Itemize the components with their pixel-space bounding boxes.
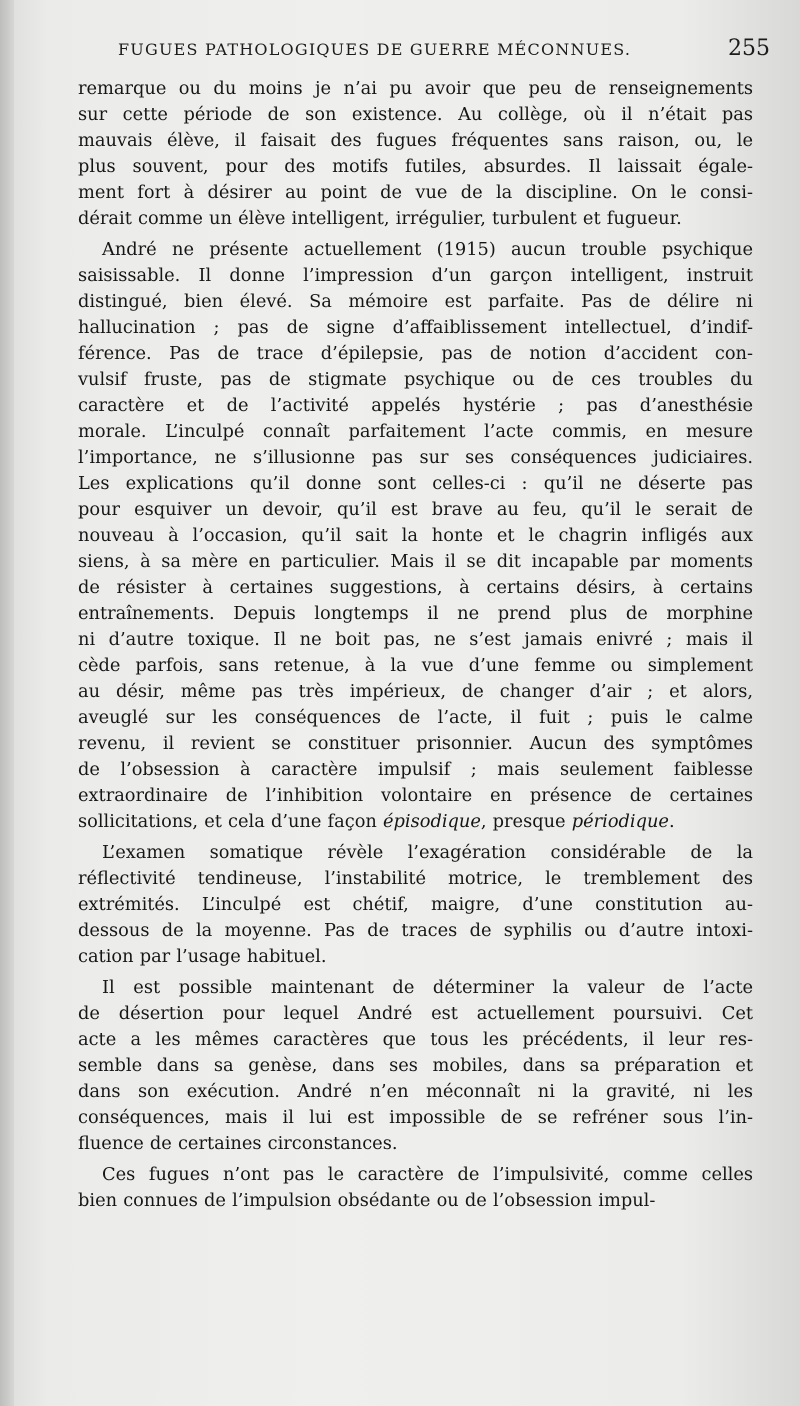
paragraph bbox=[78, 975, 753, 1157]
text-line: André ne présente actuellement (1915) aucun trouble psychique bbox=[102, 239, 753, 260]
body-text bbox=[78, 76, 753, 1219]
text-line: ment fort à désirer au point de vue de la discipline. On le consi- bbox=[78, 182, 753, 203]
text-line: plus souvent, pour des motifs futiles, absurdes. Il laissait égale- bbox=[78, 156, 753, 177]
text-line: conséquences, mais il lui est impossible de se refréner sous l’in- bbox=[78, 1107, 753, 1128]
text-line: mauvais élève, il faisait des fugues fréquentes sans raison, ou, le bbox=[78, 130, 753, 151]
text-line: sur cette période de son existence. Au collège, où il n’était pas bbox=[78, 104, 753, 125]
text-line: réflectivité tendineuse, l’instabilité motrice, le tremblement des bbox=[78, 868, 753, 889]
text-line: caractère et de l’activité appelés hystérie ; pas d’anesthésie bbox=[78, 395, 753, 416]
text-line: pour esquiver un devoir, qu’il est brave au feu, qu’il le serait de bbox=[78, 499, 753, 520]
text-line: saisissable. Il donne l’impression d’un garçon intelligent, instruit bbox=[78, 265, 753, 286]
text-line: Ces fugues n’ont pas le caractère de l’impulsivité, comme celles bbox=[102, 1164, 753, 1185]
text-line: dessous de la moyenne. Pas de traces de syphilis ou d’autre intoxi- bbox=[78, 920, 753, 941]
text-line: morale. L’inculpé connaît parfaitement l’acte commis, en mesure bbox=[78, 421, 753, 442]
text-line: entraînements. Depuis longtemps il ne prend plus de morphine bbox=[78, 603, 753, 624]
paragraph bbox=[78, 840, 753, 970]
text-line: de désertion pour lequel André est actuellement poursuivi. Cet bbox=[78, 1003, 753, 1024]
text-line: cation par l’usage habituel. bbox=[78, 946, 327, 967]
text-line: extraordinaire de l’inhibition volontaire en présence de certaines bbox=[78, 785, 753, 806]
text-line: hallucination ; pas de signe d’affaiblissement intellectuel, d’indif- bbox=[78, 317, 753, 338]
paragraph bbox=[78, 76, 753, 232]
text-line: acte a les mêmes caractères que tous les précédents, il leur res- bbox=[78, 1029, 753, 1050]
page-number: 255 bbox=[728, 36, 770, 61]
text-line: nouveau à l’occasion, qu’il sait la honte et le chagrin infligés aux bbox=[78, 525, 753, 546]
text-line: férence. Pas de trace d’épilepsie, pas de notion d’accident con- bbox=[78, 343, 753, 364]
text-line: distingué, bien élevé. Sa mémoire est parfaite. Pas de délire ni bbox=[78, 291, 753, 312]
paragraph bbox=[78, 237, 753, 835]
text-line: l’importance, ne s’illusionne pas sur ses conséquences judiciaires. bbox=[78, 447, 753, 468]
text-line: ni d’autre toxique. Il ne boit pas, ne s’est jamais enivré ; mais il bbox=[78, 629, 753, 650]
text-line: dans son exécution. André n’en méconnaît ni la gravité, ni les bbox=[78, 1081, 753, 1102]
text-line: fluence de certaines circonstances. bbox=[78, 1133, 398, 1154]
text-line: revenu, il revient se constituer prisonnier. Aucun des symptômes bbox=[78, 733, 753, 754]
text-line: siens, à sa mère en particulier. Mais il se dit incapable par moments bbox=[78, 551, 753, 572]
text-line: de l’obsession à caractère impulsif ; mais seulement faiblesse bbox=[78, 759, 753, 780]
text-line: cède parfois, sans retenue, à la vue d’une femme ou simplement bbox=[78, 655, 753, 676]
text-line: Il est possible maintenant de déterminer la valeur de l’acte bbox=[102, 977, 753, 998]
text-line: semble dans sa genèse, dans ses mobiles, dans sa préparation et bbox=[78, 1055, 753, 1076]
text-line: au désir, même pas très impérieux, de changer d’air ; et alors, bbox=[78, 681, 753, 702]
text-line: aveuglé sur les conséquences de l’acte, il fuit ; puis le calme bbox=[78, 707, 753, 728]
text-line: de résister à certaines suggestions, à certains désirs, à certains bbox=[78, 577, 753, 598]
text-line: remarque ou du moins je n’ai pu avoir que peu de renseignements bbox=[78, 78, 753, 99]
paragraph bbox=[78, 1162, 753, 1214]
running-title: FUGUES PATHOLOGIQUES DE GUERRE MÉCONNUES. bbox=[118, 40, 632, 59]
page-header bbox=[118, 36, 770, 68]
text-line: sollicitations, et cela d’une façon épisodique, presque périodique. bbox=[78, 811, 675, 832]
text-line: bien connues de l’impulsion obsédante ou de l’obsession impul- bbox=[78, 1190, 656, 1211]
text-line: L’examen somatique révèle l’exagération considérable de la bbox=[102, 842, 753, 863]
text-line: dérait comme un élève intelligent, irrégulier, turbulent et fugueur. bbox=[78, 208, 682, 229]
text-line: extrémités. L’inculpé est chétif, maigre, d’une constitution au- bbox=[78, 894, 753, 915]
text-line: vulsif fruste, pas de stigmate psychique ou de ces troubles du bbox=[78, 369, 753, 390]
page-gutter-shadow bbox=[0, 0, 14, 1406]
text-line: Les explications qu’il donne sont celles-ci : qu’il ne déserte pas bbox=[78, 473, 753, 494]
